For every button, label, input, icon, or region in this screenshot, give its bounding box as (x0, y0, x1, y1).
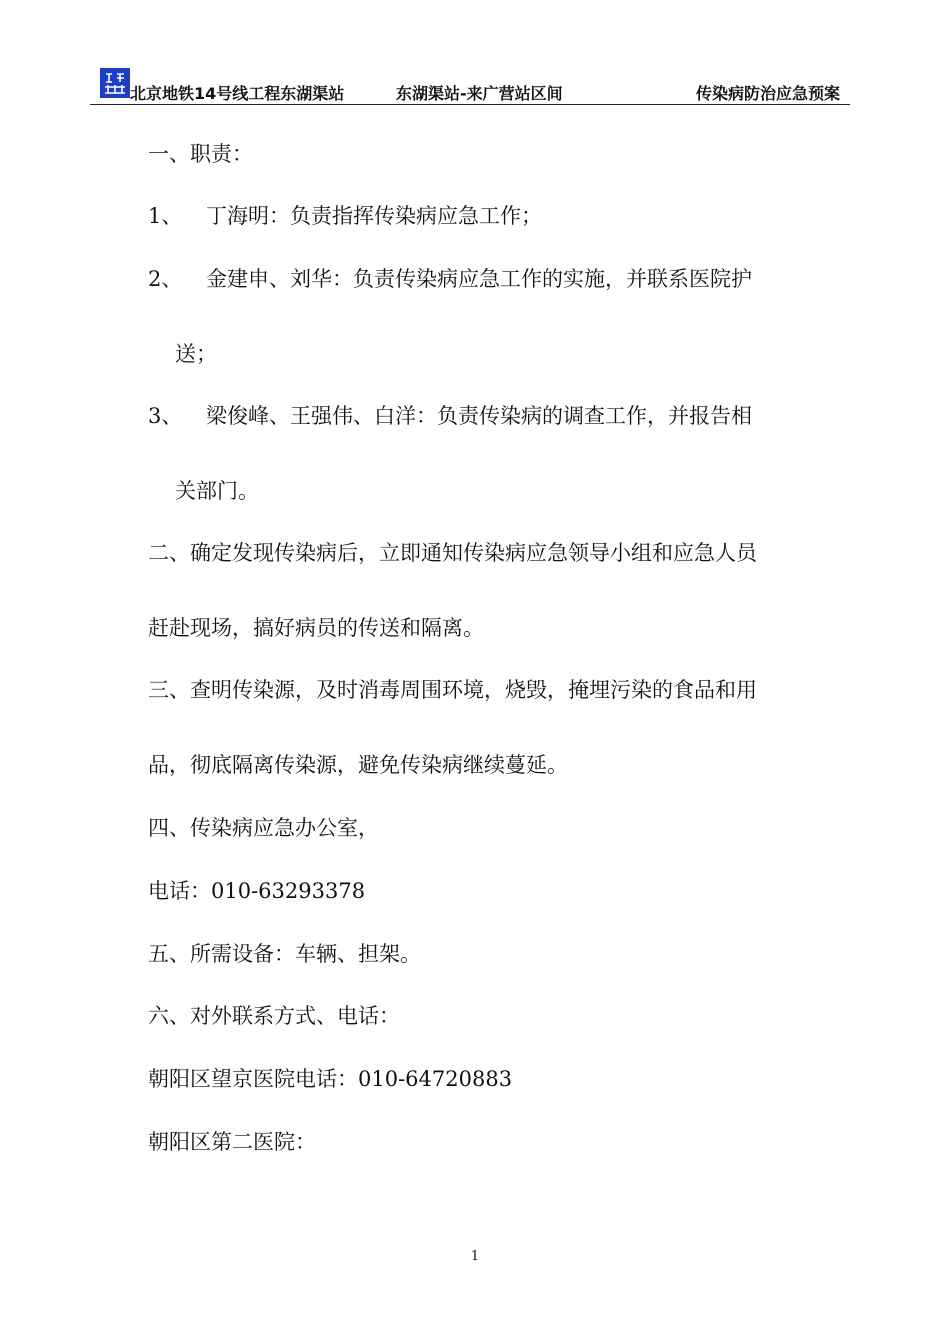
section-2-line-1: 二、确定发现传染病后，立即通知传染病应急领导小组和应急人员 (148, 541, 757, 565)
list-item-1 (148, 200, 542, 230)
section-6-hospital-2: 朝阳区第二医院： (148, 1130, 316, 1154)
header-project-title: 北京地铁14号线工程东湖渠站 (130, 84, 345, 103)
list-item-3 (148, 400, 752, 430)
section-4-phone: 电话：010-63293378 (148, 879, 366, 903)
section-5: 五、所需设备：车辆、担架。 (148, 942, 421, 966)
section-3-line-1: 三、查明传染源，及时消毒周围环境，烧毁，掩埋污染的食品和用 (148, 678, 757, 702)
list-item-2 (148, 263, 752, 293)
section-6-hospital-1: 朝阳区望京医院电话：010-64720883 (148, 1067, 513, 1091)
page-header (90, 68, 850, 105)
list-item-text: 金建申、刘华：负责传染病应急工作的实施，并联系医院护 (206, 267, 752, 291)
section-2-line-2: 赶赴现场，搞好病员的传送和隔离。 (148, 616, 484, 640)
section-1-title: 一、职责： (148, 142, 253, 166)
section-6-title: 六、对外联系方式、电话： (148, 1004, 400, 1028)
header-document-title: 传染病防治应急预案 (695, 84, 840, 103)
list-item-number: 1、 (148, 204, 183, 228)
company-logo-icon (100, 68, 130, 98)
header-section-title: 东湖渠站-来广营站区间 (396, 84, 563, 103)
section-4-title: 四、传染病应急办公室， (148, 816, 379, 840)
list-item-text: 梁俊峰、王强伟、白洋：负责传染病的调查工作，并报告相 (206, 404, 752, 428)
list-item-2-continuation: 送； (175, 342, 217, 366)
list-item-3-continuation: 关部门。 (175, 479, 259, 503)
page-number: 1 (470, 1249, 480, 1264)
list-item-number: 3、 (148, 404, 183, 428)
list-item-text: 丁海明：负责指挥传染病应急工作； (206, 204, 542, 228)
list-item-number: 2、 (148, 267, 183, 291)
section-3-line-2: 品，彻底隔离传染源，避免传染病继续蔓延。 (148, 753, 568, 777)
